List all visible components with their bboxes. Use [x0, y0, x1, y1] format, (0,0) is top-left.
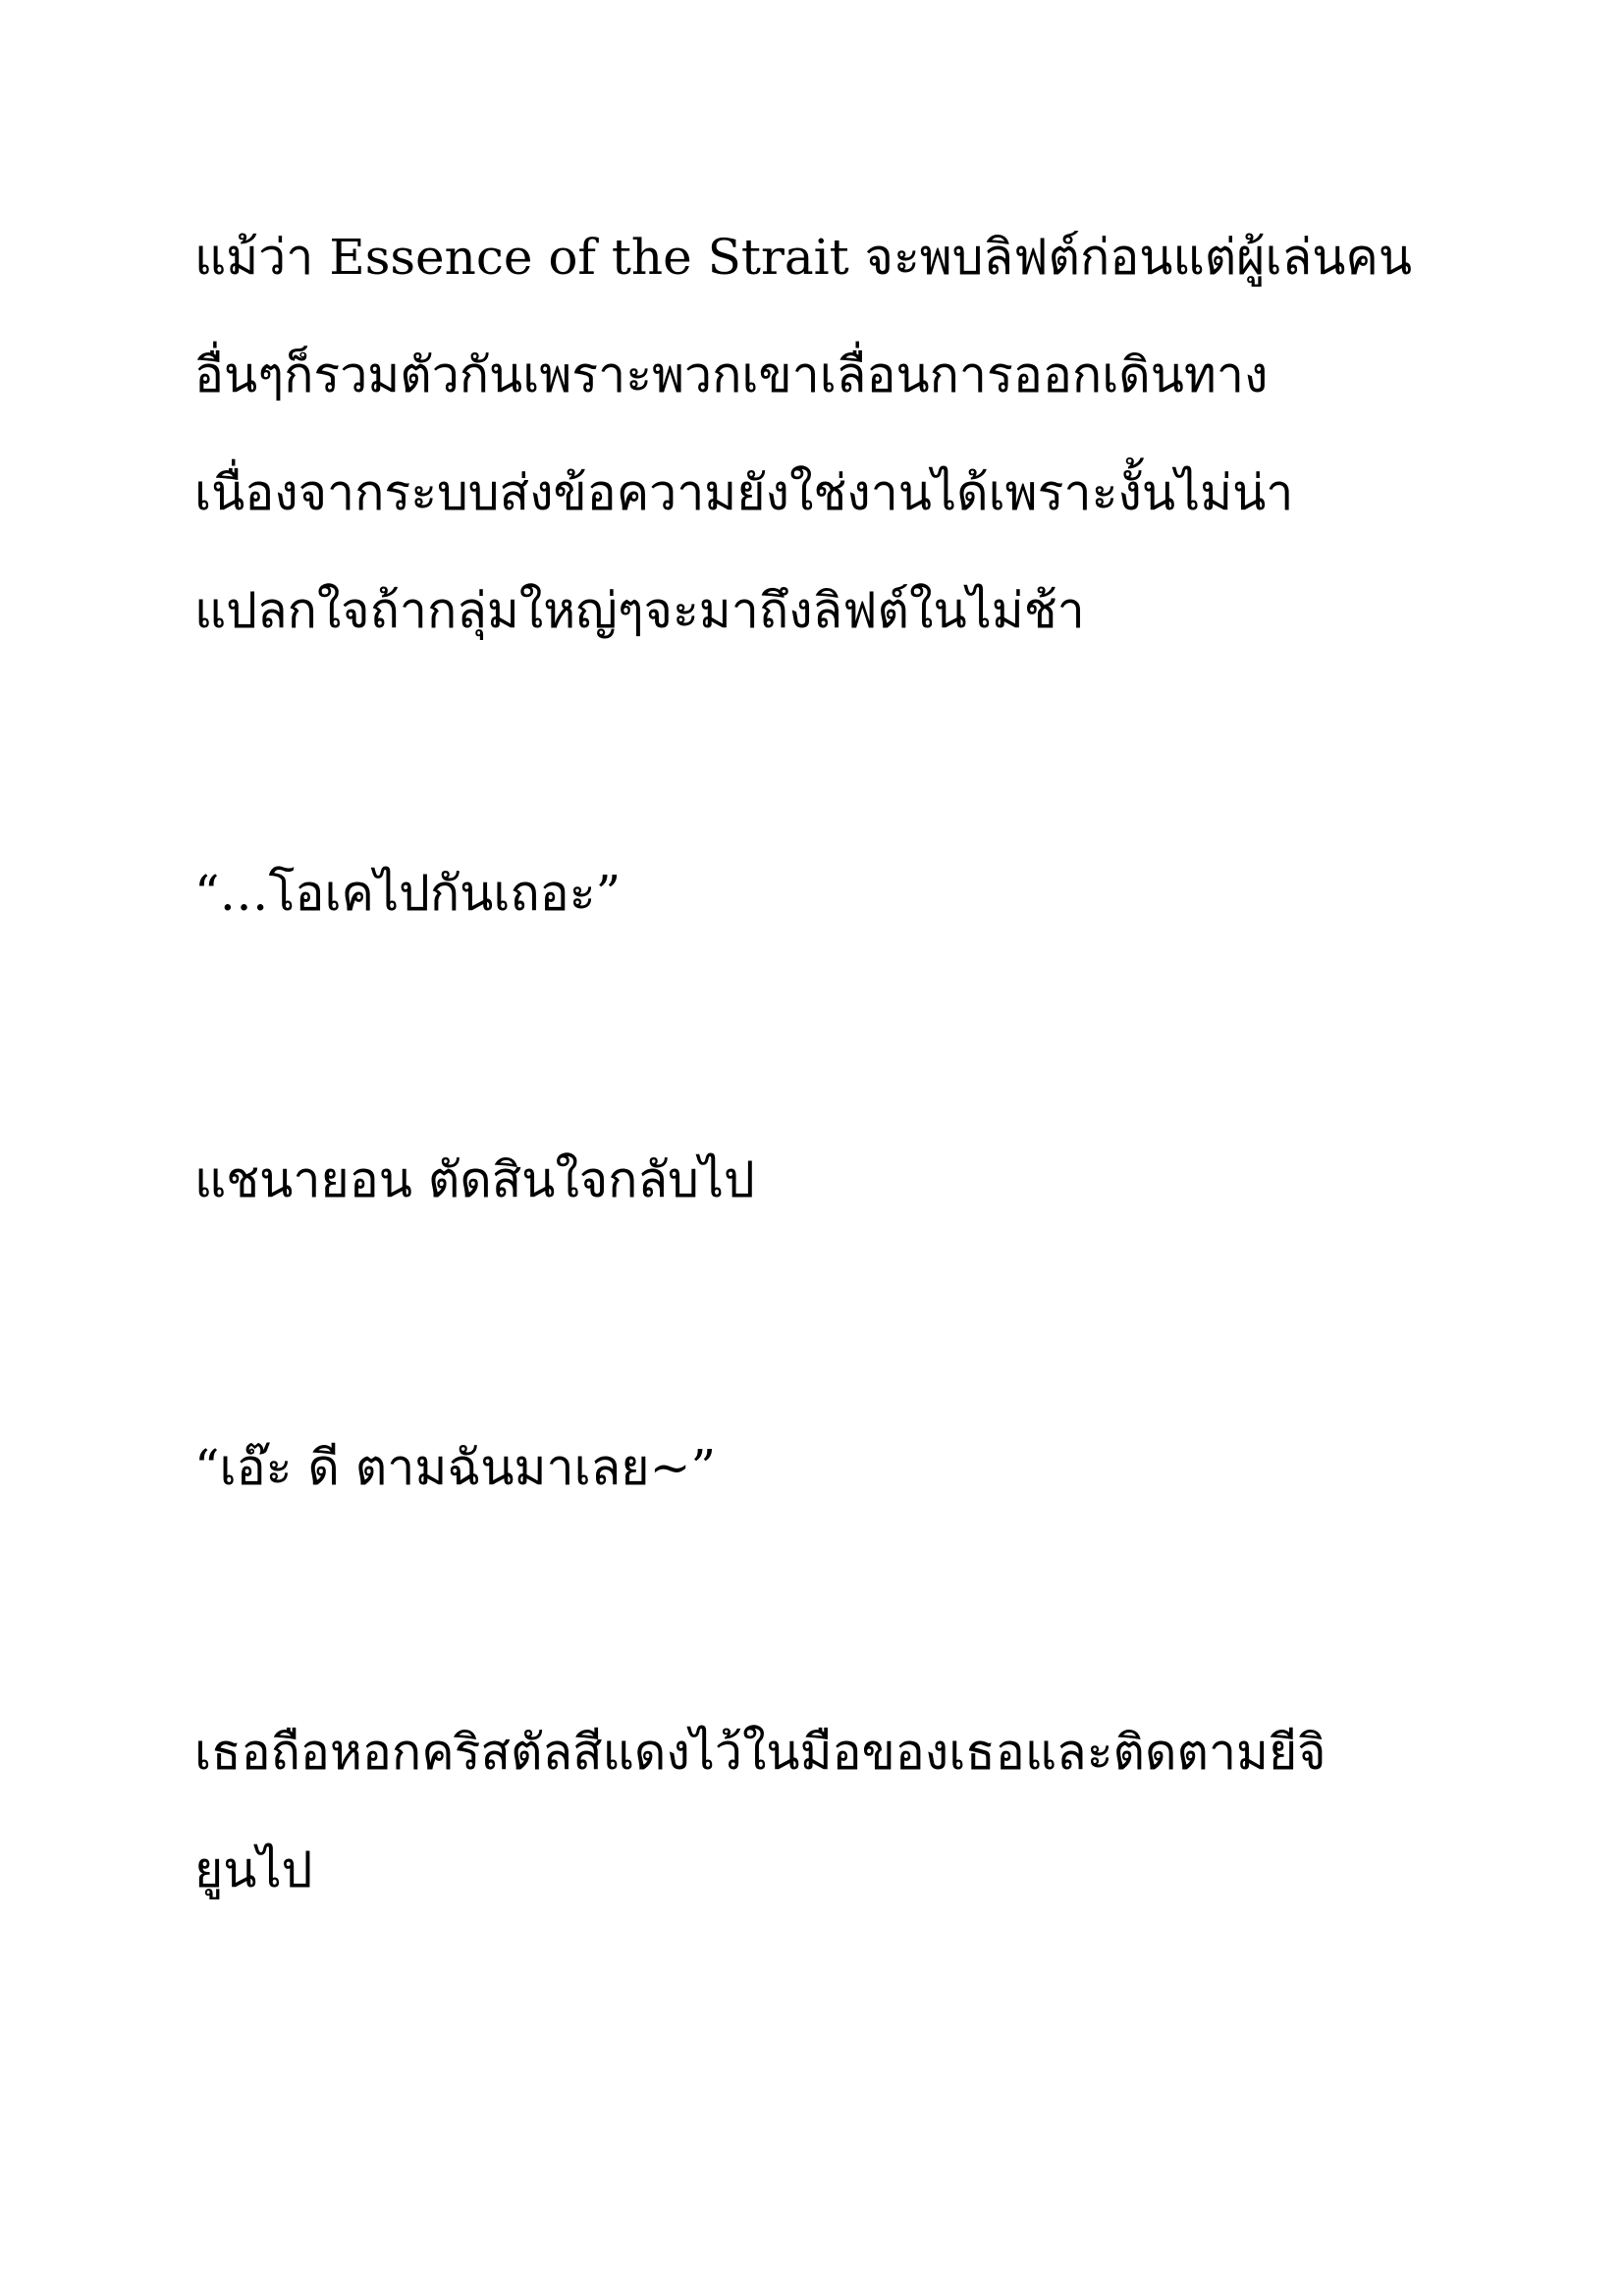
paragraph-1-line-1: แม้ว่า Essence of the Strait จะพบลิฟต์ก่อนแต่ผู้เล่นคน [194, 229, 1413, 286]
paragraph-5-line-2: ยูนไป [194, 1842, 313, 1898]
paragraph-1-line-2: อื่นๆก็รวมตัวกันเพราะพวกเขาเลื่อนการออกเดินทาง [194, 347, 1269, 403]
paragraph-1-line-3: เนื่องจากระบบส่งข้อความยังใช่งานได้เพราะงั้นไม่น่า [194, 464, 1294, 521]
paragraph-5-line-1: เธอถือหอกคริสตัลสีแดงไว้ในมือของเธอและติดตามยีจิ [194, 1724, 1326, 1781]
dialogue-line-follow-me: “เอ๊ะ ดี ตามฉันมาเลย~” [194, 1439, 717, 1496]
paragraph-1-line-4: แปลกใจถ้ากลุ่มใหญ่ๆจะมาถึงลิฟต์ในไม่ช้า [194, 582, 1085, 639]
dialogue-line-ok-lets-go: “…โอเคไปกันเถอะ” [194, 865, 622, 922]
narration-line-decision: แชนายอน ตัดสินใจกลับไป [194, 1151, 755, 1208]
